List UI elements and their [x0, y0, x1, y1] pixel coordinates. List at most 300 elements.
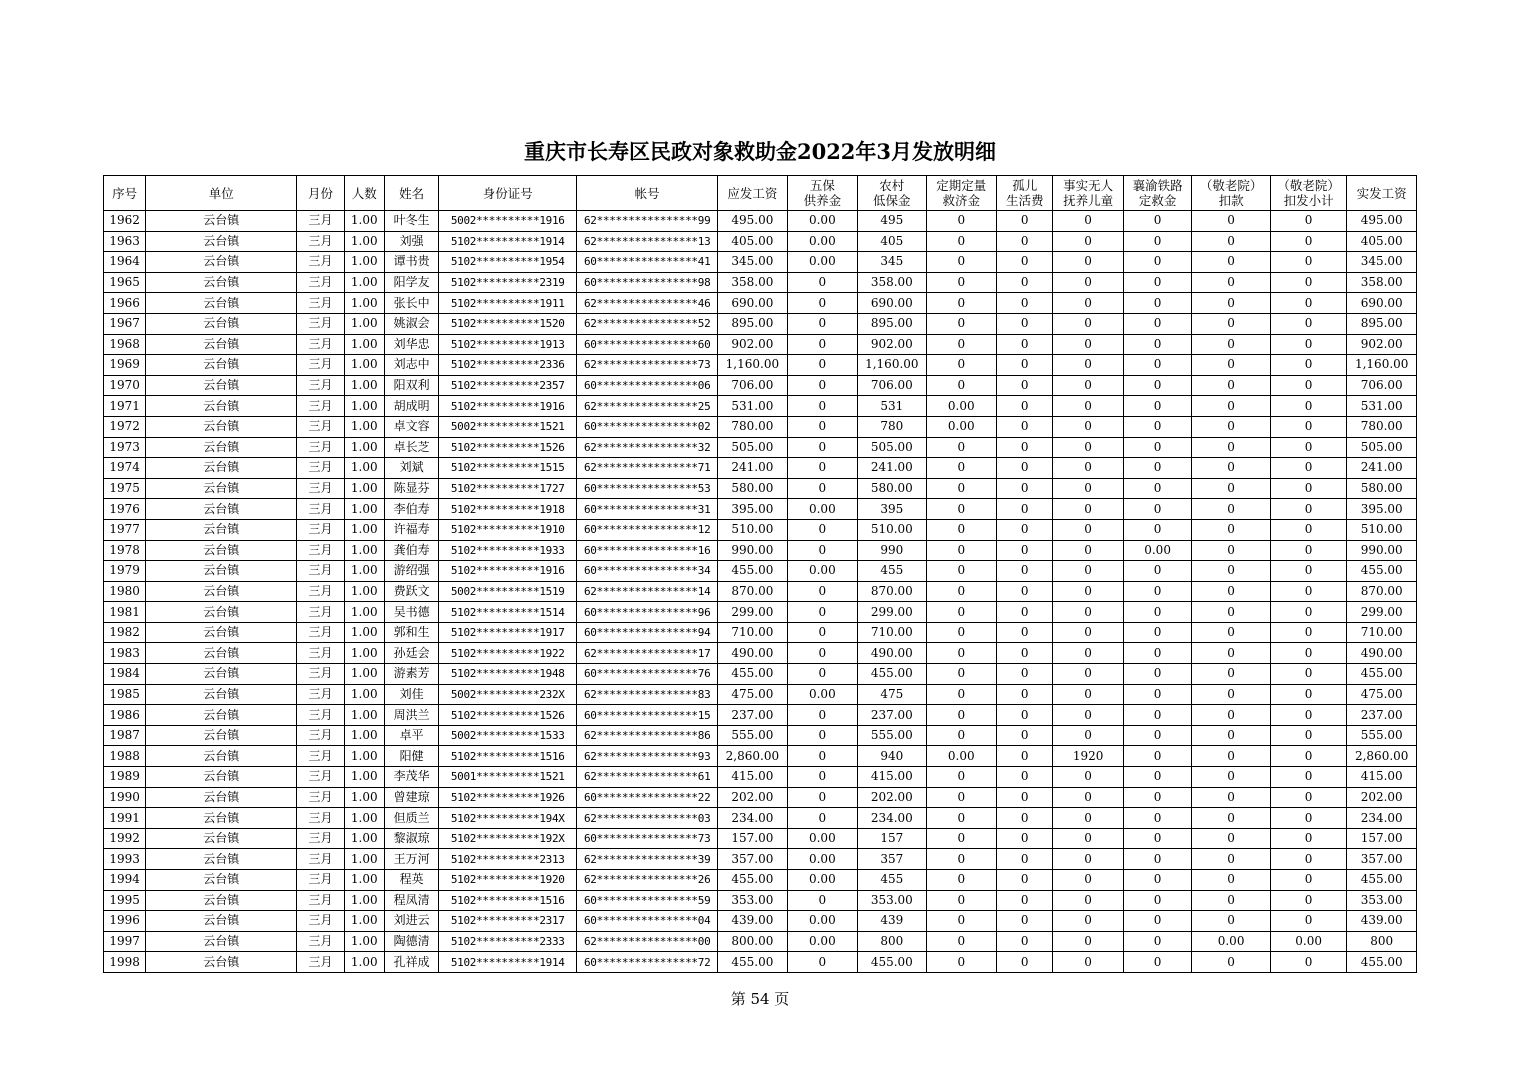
- cell-payable: 202.00: [718, 787, 787, 808]
- relief-payment-table: [103, 175, 1417, 973]
- cell-id: 5102**********1520: [439, 313, 577, 334]
- cell-guer: 0: [997, 581, 1053, 602]
- cell-jlyxj: 0: [1270, 911, 1347, 932]
- table-row: [104, 622, 1417, 643]
- cell-actual: 1,160.00: [1347, 355, 1417, 376]
- cell-count: 1.00: [344, 437, 384, 458]
- cell-count: 1.00: [344, 231, 384, 252]
- cell-account: 60****************34: [577, 561, 718, 582]
- table-row: [104, 808, 1417, 829]
- cell-month: 三月: [297, 211, 344, 232]
- cell-wubao: 0: [787, 664, 857, 685]
- cell-id: 5102**********1933: [439, 540, 577, 561]
- cell-name: 孔祥成: [384, 952, 438, 973]
- cell-jlykk: 0: [1192, 952, 1271, 973]
- cell-month: 三月: [297, 828, 344, 849]
- cell-wubao: 0: [787, 334, 857, 355]
- cell-account: 62****************46: [577, 293, 718, 314]
- cell-xiangyu: 0: [1123, 808, 1191, 829]
- cell-account: 60****************02: [577, 416, 718, 437]
- cell-shishi: 0: [1053, 519, 1123, 540]
- cell-unit: 云台镇: [146, 870, 297, 891]
- cell-account: 60****************04: [577, 911, 718, 932]
- cell-count: 1.00: [344, 458, 384, 479]
- cell-id: 5102**********1916: [439, 396, 577, 417]
- cell-dingqi: 0: [926, 849, 996, 870]
- cell-unit: 云台镇: [146, 767, 297, 788]
- cell-count: 1.00: [344, 746, 384, 767]
- cell-unit: 云台镇: [146, 828, 297, 849]
- cell-account: 60****************31: [577, 499, 718, 520]
- cell-actual: 455.00: [1347, 664, 1417, 685]
- cell-wubao: 0: [787, 375, 857, 396]
- cell-wubao: 0: [787, 519, 857, 540]
- cell-actual: 2,860.00: [1347, 746, 1417, 767]
- table-row: [104, 272, 1417, 293]
- cell-account: 62****************26: [577, 870, 718, 891]
- cell-jlyxj: 0: [1270, 458, 1347, 479]
- cell-xiangyu: 0: [1123, 499, 1191, 520]
- cell-jlyxj: 0: [1270, 808, 1347, 829]
- cell-dingqi: 0: [926, 664, 996, 685]
- cell-payable: 800.00: [718, 931, 787, 952]
- cell-dingqi: 0: [926, 787, 996, 808]
- cell-unit: 云台镇: [146, 334, 297, 355]
- cell-count: 1.00: [344, 643, 384, 664]
- column-header-payable: 应发工资: [718, 176, 787, 211]
- cell-dibao: 505.00: [858, 437, 926, 458]
- cell-dibao: 690.00: [858, 293, 926, 314]
- cell-dibao: 580.00: [858, 478, 926, 499]
- cell-id: 5002**********1916: [439, 211, 577, 232]
- cell-actual: 510.00: [1347, 519, 1417, 540]
- cell-id: 5102**********1914: [439, 231, 577, 252]
- table-row: [104, 581, 1417, 602]
- cell-xiangyu: 0: [1123, 767, 1191, 788]
- cell-unit: 云台镇: [146, 272, 297, 293]
- cell-month: 三月: [297, 540, 344, 561]
- column-header-jlyxj: （敬老院） 扣发小计: [1270, 176, 1347, 211]
- cell-month: 三月: [297, 396, 344, 417]
- cell-account: 60****************06: [577, 375, 718, 396]
- cell-jlykk: 0: [1192, 705, 1271, 726]
- cell-jlyxj: 0: [1270, 890, 1347, 911]
- cell-wubao: 0.00: [787, 849, 857, 870]
- cell-jlykk: 0: [1192, 478, 1271, 499]
- cell-dibao: 531: [858, 396, 926, 417]
- cell-count: 1.00: [344, 808, 384, 829]
- cell-month: 三月: [297, 849, 344, 870]
- cell-name: 程英: [384, 870, 438, 891]
- cell-wubao: 0: [787, 272, 857, 293]
- table-row: [104, 499, 1417, 520]
- cell-seq: 1991: [104, 808, 146, 829]
- cell-name: 费跃文: [384, 581, 438, 602]
- cell-jlyxj: 0: [1270, 746, 1347, 767]
- cell-guer: 0: [997, 416, 1053, 437]
- cell-month: 三月: [297, 355, 344, 376]
- cell-unit: 云台镇: [146, 890, 297, 911]
- cell-xiangyu: 0: [1123, 684, 1191, 705]
- cell-jlyxj: 0: [1270, 725, 1347, 746]
- cell-jlyxj: 0: [1270, 787, 1347, 808]
- cell-actual: 241.00: [1347, 458, 1417, 479]
- cell-jlykk: 0: [1192, 211, 1271, 232]
- cell-seq: 1963: [104, 231, 146, 252]
- cell-account: 62****************00: [577, 931, 718, 952]
- cell-account: 62****************25: [577, 396, 718, 417]
- cell-xiangyu: 0: [1123, 561, 1191, 582]
- cell-dibao: 455: [858, 870, 926, 891]
- cell-dibao: 475: [858, 684, 926, 705]
- cell-guer: 0: [997, 911, 1053, 932]
- cell-actual: 455.00: [1347, 870, 1417, 891]
- cell-month: 三月: [297, 808, 344, 829]
- table-row: [104, 458, 1417, 479]
- cell-id: 5002**********232X: [439, 684, 577, 705]
- cell-month: 三月: [297, 684, 344, 705]
- cell-xiangyu: 0: [1123, 725, 1191, 746]
- cell-month: 三月: [297, 375, 344, 396]
- cell-wubao: 0: [787, 705, 857, 726]
- cell-shishi: 0: [1053, 870, 1123, 891]
- table-row: [104, 602, 1417, 623]
- cell-jlykk: 0: [1192, 870, 1271, 891]
- cell-guer: 0: [997, 334, 1053, 355]
- cell-count: 1.00: [344, 211, 384, 232]
- cell-actual: 415.00: [1347, 767, 1417, 788]
- cell-account: 60****************59: [577, 890, 718, 911]
- cell-shishi: 0: [1053, 931, 1123, 952]
- cell-jlyxj: 0: [1270, 313, 1347, 334]
- cell-jlykk: 0: [1192, 499, 1271, 520]
- page-number: 第 54 页: [730, 990, 790, 1008]
- cell-guer: 0: [997, 252, 1053, 273]
- cell-guer: 0: [997, 787, 1053, 808]
- page-title: 重庆市长寿区民政对象救助金2022年3月发放明细: [523, 139, 997, 164]
- cell-seq: 1971: [104, 396, 146, 417]
- cell-shishi: 0: [1053, 252, 1123, 273]
- cell-name: 但质兰: [384, 808, 438, 829]
- cell-count: 1.00: [344, 849, 384, 870]
- cell-payable: 690.00: [718, 293, 787, 314]
- cell-shishi: 0: [1053, 787, 1123, 808]
- cell-count: 1.00: [344, 684, 384, 705]
- cell-guer: 0: [997, 746, 1053, 767]
- cell-seq: 1966: [104, 293, 146, 314]
- cell-payable: 439.00: [718, 911, 787, 932]
- cell-dingqi: 0: [926, 952, 996, 973]
- cell-actual: 237.00: [1347, 705, 1417, 726]
- cell-payable: 234.00: [718, 808, 787, 829]
- cell-dibao: 405: [858, 231, 926, 252]
- cell-dingqi: 0: [926, 313, 996, 334]
- cell-month: 三月: [297, 519, 344, 540]
- table-row: [104, 540, 1417, 561]
- cell-dibao: 395: [858, 499, 926, 520]
- cell-shishi: 0: [1053, 458, 1123, 479]
- cell-unit: 云台镇: [146, 931, 297, 952]
- cell-seq: 1982: [104, 622, 146, 643]
- cell-seq: 1972: [104, 416, 146, 437]
- cell-count: 1.00: [344, 293, 384, 314]
- cell-guer: 0: [997, 664, 1053, 685]
- cell-month: 三月: [297, 931, 344, 952]
- cell-unit: 云台镇: [146, 437, 297, 458]
- cell-guer: 0: [997, 293, 1053, 314]
- cell-guer: 0: [997, 684, 1053, 705]
- cell-unit: 云台镇: [146, 602, 297, 623]
- cell-dibao: 439: [858, 911, 926, 932]
- table-row: [104, 396, 1417, 417]
- cell-jlykk: 0: [1192, 272, 1271, 293]
- cell-shishi: 0: [1053, 952, 1123, 973]
- cell-wubao: 0: [787, 746, 857, 767]
- cell-payable: 990.00: [718, 540, 787, 561]
- cell-id: 5102**********194X: [439, 808, 577, 829]
- cell-seq: 1967: [104, 313, 146, 334]
- cell-xiangyu: 0: [1123, 602, 1191, 623]
- cell-count: 1.00: [344, 664, 384, 685]
- cell-shishi: 0: [1053, 211, 1123, 232]
- cell-name: 吴书德: [384, 602, 438, 623]
- cell-dingqi: 0: [926, 375, 996, 396]
- cell-jlykk: 0: [1192, 890, 1271, 911]
- cell-id: 5102**********1911: [439, 293, 577, 314]
- cell-dibao: 237.00: [858, 705, 926, 726]
- column-header-wubao: 五保 供养金: [787, 176, 857, 211]
- cell-dibao: 415.00: [858, 767, 926, 788]
- cell-payable: 345.00: [718, 252, 787, 273]
- cell-payable: 455.00: [718, 870, 787, 891]
- cell-jlyxj: 0: [1270, 622, 1347, 643]
- cell-dingqi: 0: [926, 684, 996, 705]
- cell-shishi: 0: [1053, 911, 1123, 932]
- cell-guer: 0: [997, 828, 1053, 849]
- table-body: [104, 211, 1417, 973]
- cell-id: 5102**********1917: [439, 622, 577, 643]
- cell-xiangyu: 0: [1123, 622, 1191, 643]
- cell-count: 1.00: [344, 705, 384, 726]
- cell-payable: 353.00: [718, 890, 787, 911]
- cell-jlykk: 0: [1192, 787, 1271, 808]
- cell-jlykk: 0: [1192, 849, 1271, 870]
- cell-payable: 710.00: [718, 622, 787, 643]
- table-row: [104, 478, 1417, 499]
- cell-guer: 0: [997, 437, 1053, 458]
- cell-xiangyu: 0: [1123, 334, 1191, 355]
- cell-count: 1.00: [344, 478, 384, 499]
- table-row: [104, 952, 1417, 973]
- cell-name: 刘强: [384, 231, 438, 252]
- cell-count: 1.00: [344, 602, 384, 623]
- cell-unit: 云台镇: [146, 705, 297, 726]
- cell-seq: 1970: [104, 375, 146, 396]
- cell-jlykk: 0: [1192, 355, 1271, 376]
- cell-xiangyu: 0: [1123, 890, 1191, 911]
- cell-shishi: 0: [1053, 581, 1123, 602]
- cell-payable: 415.00: [718, 767, 787, 788]
- cell-shishi: 0: [1053, 375, 1123, 396]
- cell-wubao: 0: [787, 890, 857, 911]
- cell-payable: 455.00: [718, 561, 787, 582]
- cell-shishi: 0: [1053, 355, 1123, 376]
- cell-wubao: 0: [787, 808, 857, 829]
- cell-guer: 0: [997, 622, 1053, 643]
- cell-account: 62****************73: [577, 355, 718, 376]
- cell-guer: 0: [997, 602, 1053, 623]
- cell-actual: 990.00: [1347, 540, 1417, 561]
- cell-actual: 895.00: [1347, 313, 1417, 334]
- cell-month: 三月: [297, 911, 344, 932]
- cell-shishi: 0: [1053, 272, 1123, 293]
- cell-wubao: 0.00: [787, 931, 857, 952]
- cell-id: 5102**********1914: [439, 952, 577, 973]
- cell-dingqi: 0: [926, 519, 996, 540]
- cell-shishi: 0: [1053, 293, 1123, 314]
- cell-shishi: 0: [1053, 684, 1123, 705]
- cell-xiangyu: 0: [1123, 437, 1191, 458]
- cell-account: 62****************17: [577, 643, 718, 664]
- cell-dibao: 353.00: [858, 890, 926, 911]
- cell-account: 60****************41: [577, 252, 718, 273]
- cell-actual: 580.00: [1347, 478, 1417, 499]
- cell-jlykk: 0: [1192, 828, 1271, 849]
- cell-xiangyu: 0: [1123, 828, 1191, 849]
- cell-count: 1.00: [344, 313, 384, 334]
- cell-count: 1.00: [344, 911, 384, 932]
- table-row: [104, 561, 1417, 582]
- cell-unit: 云台镇: [146, 684, 297, 705]
- cell-dibao: 710.00: [858, 622, 926, 643]
- cell-account: 62****************03: [577, 808, 718, 829]
- cell-month: 三月: [297, 602, 344, 623]
- cell-unit: 云台镇: [146, 375, 297, 396]
- cell-jlykk: 0: [1192, 375, 1271, 396]
- table-row: [104, 725, 1417, 746]
- cell-wubao: 0.00: [787, 911, 857, 932]
- cell-dingqi: 0: [926, 581, 996, 602]
- cell-account: 62****************71: [577, 458, 718, 479]
- cell-payable: 895.00: [718, 313, 787, 334]
- cell-xiangyu: 0: [1123, 519, 1191, 540]
- cell-wubao: 0.00: [787, 684, 857, 705]
- cell-xiangyu: 0: [1123, 911, 1191, 932]
- cell-seq: 1986: [104, 705, 146, 726]
- cell-dingqi: 0: [926, 602, 996, 623]
- cell-id: 5102**********2317: [439, 911, 577, 932]
- cell-account: 62****************32: [577, 437, 718, 458]
- table-row: [104, 890, 1417, 911]
- cell-actual: 780.00: [1347, 416, 1417, 437]
- cell-jlykk: 0: [1192, 664, 1271, 685]
- cell-name: 曾建琼: [384, 787, 438, 808]
- cell-id: 5102**********1948: [439, 664, 577, 685]
- cell-wubao: 0: [787, 787, 857, 808]
- cell-seq: 1990: [104, 787, 146, 808]
- cell-xiangyu: 0: [1123, 952, 1191, 973]
- table-row: [104, 416, 1417, 437]
- cell-shishi: 0: [1053, 416, 1123, 437]
- cell-month: 三月: [297, 334, 344, 355]
- cell-dingqi: 0: [926, 540, 996, 561]
- cell-unit: 云台镇: [146, 622, 297, 643]
- cell-unit: 云台镇: [146, 416, 297, 437]
- cell-payable: 780.00: [718, 416, 787, 437]
- cell-dingqi: 0.00: [926, 416, 996, 437]
- cell-unit: 云台镇: [146, 478, 297, 499]
- column-header-xiangyu: 襄渝铁路 定救金: [1123, 176, 1191, 211]
- cell-jlyxj: 0: [1270, 272, 1347, 293]
- cell-name: 黎淑琼: [384, 828, 438, 849]
- cell-jlykk: 0: [1192, 643, 1271, 664]
- cell-guer: 0: [997, 849, 1053, 870]
- cell-xiangyu: 0: [1123, 355, 1191, 376]
- cell-actual: 455.00: [1347, 561, 1417, 582]
- cell-name: 李伯寿: [384, 499, 438, 520]
- cell-jlykk: 0: [1192, 416, 1271, 437]
- cell-payable: 902.00: [718, 334, 787, 355]
- table-row: [104, 787, 1417, 808]
- cell-jlykk: 0: [1192, 313, 1271, 334]
- cell-dibao: 510.00: [858, 519, 926, 540]
- cell-jlyxj: 0: [1270, 334, 1347, 355]
- cell-shishi: 0: [1053, 705, 1123, 726]
- cell-payable: 241.00: [718, 458, 787, 479]
- cell-jlyxj: 0: [1270, 540, 1347, 561]
- cell-wubao: 0: [787, 293, 857, 314]
- cell-name: 阳双利: [384, 375, 438, 396]
- cell-jlykk: 0: [1192, 396, 1271, 417]
- cell-shishi: 0: [1053, 828, 1123, 849]
- cell-id: 5102**********2357: [439, 375, 577, 396]
- cell-jlyxj: 0: [1270, 849, 1347, 870]
- cell-actual: 710.00: [1347, 622, 1417, 643]
- cell-jlyxj: 0: [1270, 416, 1347, 437]
- cell-unit: 云台镇: [146, 787, 297, 808]
- cell-jlyxj: 0: [1270, 355, 1347, 376]
- cell-actual: 505.00: [1347, 437, 1417, 458]
- cell-count: 1.00: [344, 581, 384, 602]
- cell-dingqi: 0: [926, 437, 996, 458]
- cell-seq: 1976: [104, 499, 146, 520]
- cell-id: 5102**********2333: [439, 931, 577, 952]
- cell-actual: 353.00: [1347, 890, 1417, 911]
- cell-shishi: 0: [1053, 643, 1123, 664]
- cell-shishi: 0: [1053, 231, 1123, 252]
- cell-payable: 455.00: [718, 952, 787, 973]
- cell-xiangyu: 0: [1123, 931, 1191, 952]
- table-row: [104, 334, 1417, 355]
- cell-jlyxj: 0: [1270, 664, 1347, 685]
- cell-guer: 0: [997, 211, 1053, 232]
- cell-dingqi: 0: [926, 705, 996, 726]
- cell-wubao: 0: [787, 725, 857, 746]
- cell-id: 5102**********1727: [439, 478, 577, 499]
- cell-jlyxj: 0: [1270, 519, 1347, 540]
- cell-name: 阳学友: [384, 272, 438, 293]
- cell-id: 5102**********1516: [439, 890, 577, 911]
- column-header-account: 帐号: [577, 176, 718, 211]
- cell-unit: 云台镇: [146, 252, 297, 273]
- cell-actual: 706.00: [1347, 375, 1417, 396]
- cell-count: 1.00: [344, 952, 384, 973]
- table-row: [104, 355, 1417, 376]
- cell-name: 刘华忠: [384, 334, 438, 355]
- cell-payable: 395.00: [718, 499, 787, 520]
- cell-payable: 495.00: [718, 211, 787, 232]
- cell-id: 5102**********1910: [439, 519, 577, 540]
